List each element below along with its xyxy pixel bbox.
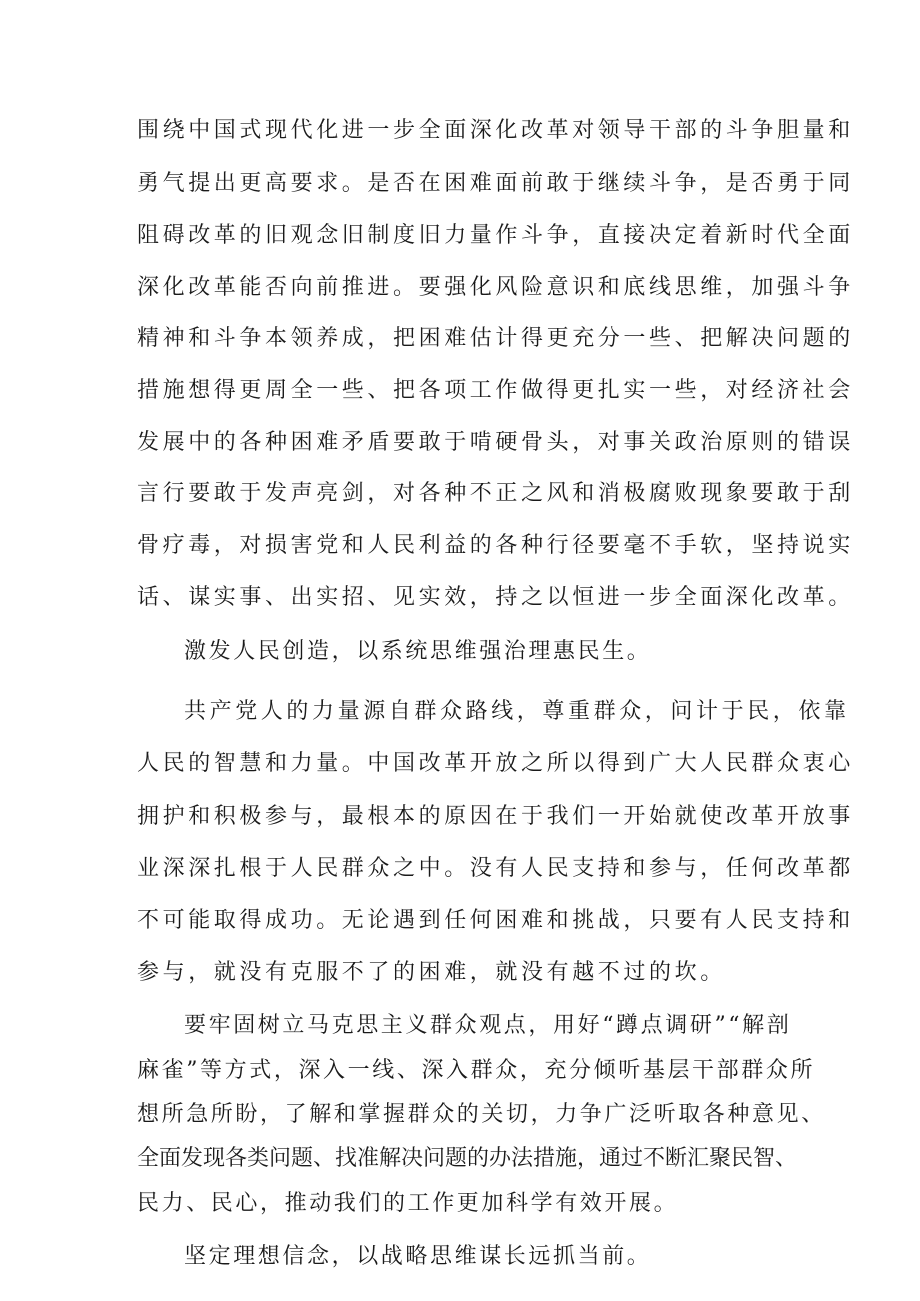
paragraph-line: 围绕中国式现代化进一步全面深化改革对领导干部的斗争胆量和 bbox=[137, 118, 854, 143]
paragraph-line: 想所急所盼，了解和掌握群众的关切，力争广泛听取各种意见、 bbox=[137, 1102, 826, 1127]
paragraph-line: 业深深扎根于人民群众之中。没有人民支持和参与，任何改革都 bbox=[137, 856, 854, 881]
paragraph-line: 勇气提出更高要求。是否在困难面前敢于继续斗争，是否勇于同 bbox=[137, 171, 854, 196]
paragraph-line: 共产党人的力量源自群众路线，尊重群众，问计于民，依靠 bbox=[184, 699, 850, 724]
paragraph-line: 措施想得更周全一些、把各项工作做得更扎实一些，对经济社会 bbox=[137, 378, 854, 403]
paragraph-line: 阻碍改革的旧观念旧制度旧力量作斗争，直接决定着新时代全面 bbox=[137, 223, 854, 248]
paragraph-line: 参与，就没有克服不了的困难，就没有越不过的坎。 bbox=[137, 960, 726, 985]
paragraph-line: 人民的智慧和力量。中国改革开放之所以得到广大人民群众衷心 bbox=[137, 751, 854, 776]
paragraph-line: 精神和斗争本领养成，把困难估计得更充分一些、把解决问题的 bbox=[137, 326, 854, 351]
paragraph-line: 全面发现各类问题、找准解决问题的办法措施，通过不断汇聚民智、 bbox=[137, 1146, 798, 1171]
paragraph-line: 发展中的各种困难矛盾要敢于啃硬骨头，对事关政治原则的错误 bbox=[137, 430, 854, 455]
paragraph-line: 要牢固树立马克思主义群众观点，用好“蹲点调研”“解剖 bbox=[184, 1013, 792, 1038]
section-heading-2: 激发人民创造，以系统思维强治理惠民生。 bbox=[184, 639, 652, 664]
paragraph-line: 民力、民心，推动我们的工作更加科学有效开展。 bbox=[137, 1191, 679, 1216]
paragraph-line: 不可能取得成功。无论遇到任何困难和挑战，只要有人民支持和 bbox=[137, 908, 854, 933]
paragraph-line: 言行要敢于发声亮剑，对各种不正之风和消极腐败现象要敢于刮 bbox=[137, 481, 854, 506]
section-heading-3: 坚定理想信念，以战略思维谋长远抓当前。 bbox=[184, 1244, 652, 1269]
paragraph-line: 话、谋实事、出实招、见实效，持之以恒进一步全面深化改革。 bbox=[137, 585, 854, 610]
paragraph-line: 麻雀”等方式，深入一线、深入群众，充分倾听基层干部群众所 bbox=[137, 1058, 816, 1083]
paragraph-line: 拥护和积极参与，最根本的原因在于我们一开始就使改革开放事 bbox=[137, 804, 854, 829]
paragraph-line: 骨疗毒，对损害党和人民利益的各种行径要毫不手软，坚持说实 bbox=[137, 533, 854, 558]
paragraph-line: 深化改革能否向前推进。要强化风险意识和底线思维，加强斗争 bbox=[137, 275, 854, 300]
